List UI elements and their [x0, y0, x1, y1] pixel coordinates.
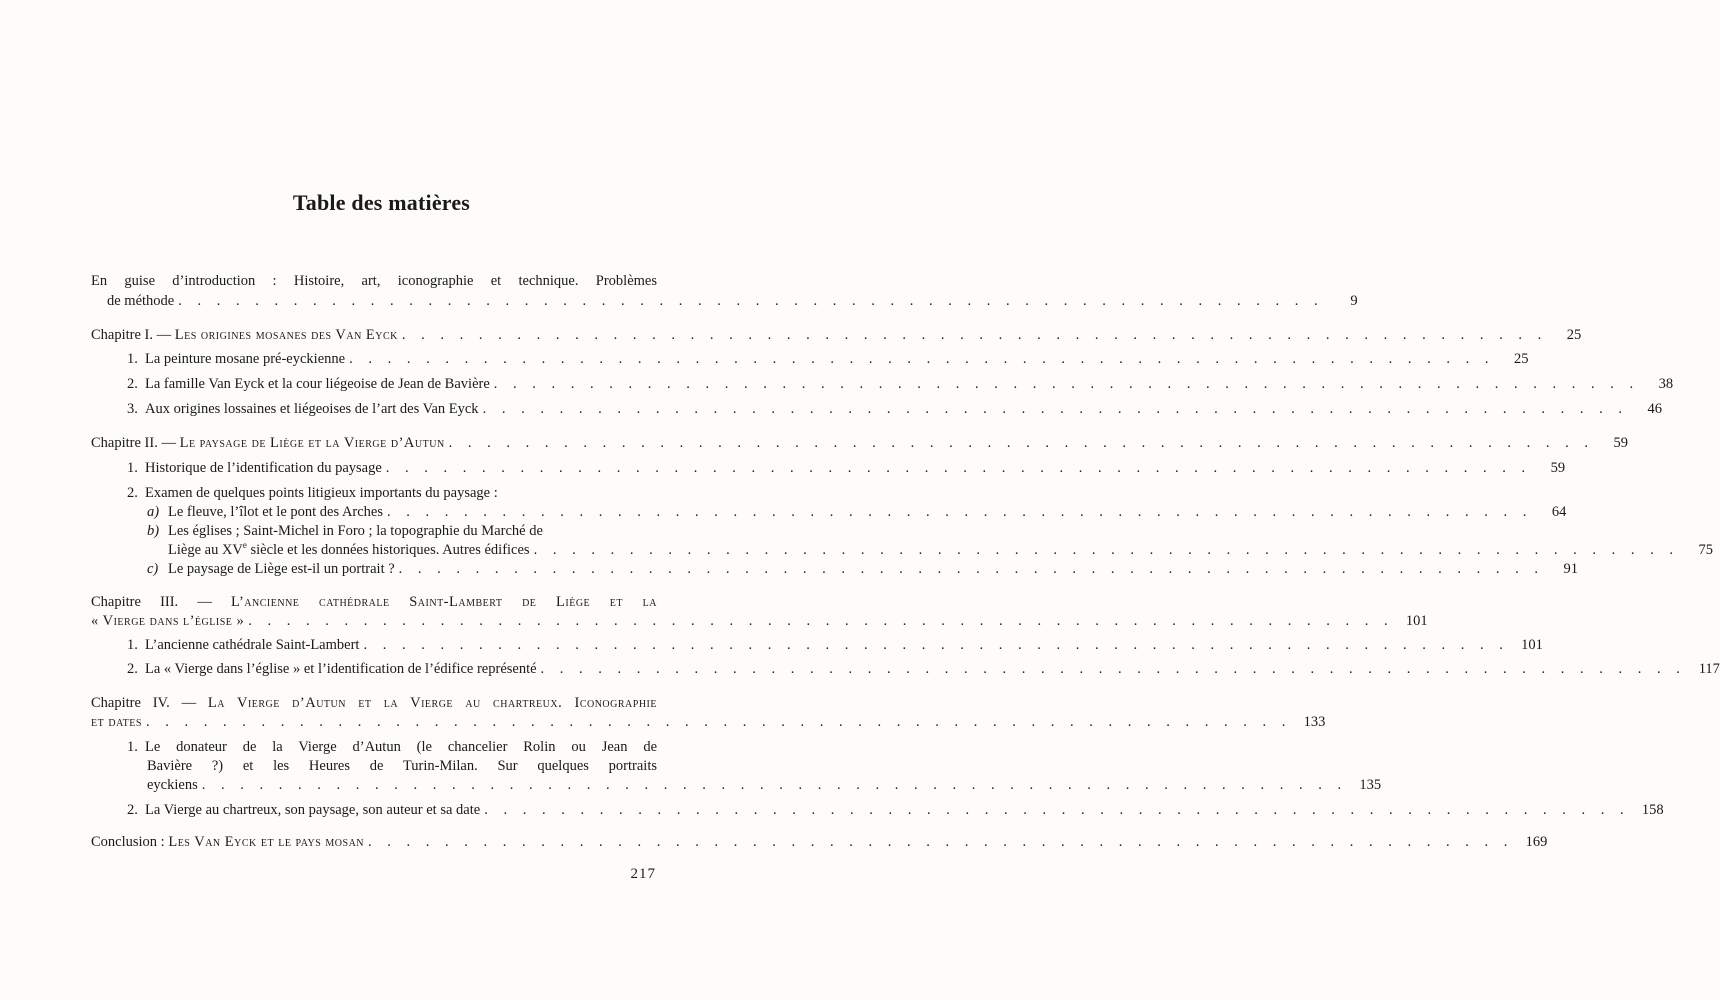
section-title-cont: eyckiens [147, 777, 198, 793]
section-label [127, 458, 382, 478]
page-number: 135 [1359, 777, 1382, 793]
section-number: 1. [127, 637, 138, 653]
toc-chapter-4-line1 [91, 693, 657, 713]
page-number: 169 [1525, 834, 1548, 850]
chapter-title: Les origines mosanes des Van Eyck [174, 327, 398, 343]
leader-dots: . . . . . . . . . . . . . . . . . . . . . . . . . . . . . . . . . . . . . . . . . . . . . . . . . . . . . . . . . . . . [368, 834, 1514, 850]
toc-chapter-3-line2 [91, 611, 1428, 631]
page-number: 158 [1641, 802, 1664, 818]
leader-dots: . . . . . . . . . . . . . . . . . . . . . . . . . . . . . . . . . . . . . . . . . . . . . . . . . . . . . . . . . . . . [398, 561, 1545, 577]
page-number: 25 [1566, 327, 1582, 343]
section-title: Historique de l’identification du paysage [145, 460, 382, 476]
leader-dots: . . . . . . . . . . . . . . . . . . . . . . . . . . . . . . . . . . . . . . . . . . . . . . . . . . . . . . . . . . . . [201, 777, 1348, 793]
section-title: Aux origines lossaines et liégeoises de l’art des Van Eyck [145, 401, 479, 417]
chapter-label [91, 325, 398, 345]
page-number: 38 [1658, 376, 1674, 392]
toc-section-4-1-line3 [147, 775, 1382, 795]
chapter-prefix: Chapitre IV. — [91, 695, 208, 711]
leader-dots: . . . . . . . . . . . . . . . . . . . . . . . . . . . . . . . . . . . . . . . . . . . . . . . . . . . . . . . . . . . . [178, 293, 1324, 309]
section-label [127, 737, 657, 757]
leader-dots: . . . . . . . . . . . . . . . . . . . . . . . . . . . . . . . . . . . . . . . . . . . . . . . . . . . . . . . . . . . . [248, 613, 1394, 629]
subsection-label [147, 559, 395, 579]
page-number: 25 [1513, 351, 1529, 367]
leader-dots: . . . . . . . . . . . . . . . . . . . . . . . . . . . . . . . . . . . . . . . . . . . . . . . . . . . . . . . . . . . . [540, 661, 1686, 677]
toc-chapter-1 [91, 325, 1582, 345]
toc-section-4-1-line2 [147, 756, 657, 776]
subsection-title: Les églises ; Saint-Michel in Foro ; la topographie du Marché de [168, 523, 543, 539]
section-title: Le donateur de la Vierge d’Autun (le chancelier Rolin ou Jean de [145, 739, 657, 755]
section-number: 1. [127, 460, 138, 476]
toc-section-1-1 [127, 349, 1529, 369]
section-number: 2. [127, 485, 138, 501]
leader-dots: . . . . . . . . . . . . . . . . . . . . . . . . . . . . . . . . . . . . . . . . . . . . . . . . . . . . . . . . . . . . [401, 327, 1548, 343]
section-title: L’ancienne cathédrale Saint-Lambert [145, 637, 360, 653]
leader-dots: . . . . . . . . . . . . . . . . . . . . . . . . . . . . . . . . . . . . . . . . . . . . . . . . . . . . . . . . . . . . [448, 435, 1595, 451]
conclusion-prefix: Conclusion : [91, 834, 169, 850]
section-number: 2. [127, 661, 138, 677]
page-number: 46 [1647, 401, 1662, 417]
section-title: La « Vierge dans l’église » et l’identification de l’édifice représenté [145, 661, 537, 677]
toc-subsection-2-2-b-cont [168, 540, 1713, 560]
chapter-prefix: Chapitre II. — [91, 435, 180, 451]
page-number: 133 [1303, 714, 1326, 730]
conclusion-title: Les Van Eyck et le pays mosan [168, 834, 365, 850]
leader-dots: . . . . . . . . . . . . . . . . . . . . . . . . . . . . . . . . . . . . . . . . . . . . . . . . . . . . . . . . . . . . [484, 802, 1630, 818]
section-label [127, 800, 480, 820]
page-number: 9 [1350, 293, 1358, 309]
leader-dots: . . . . . . . . . . . . . . . . . . . . . . . . . . . . . . . . . . . . . . . . . . . . . . . . . . . . . . . . . . . . [533, 542, 1679, 558]
page-number: 117 [1698, 661, 1720, 677]
toc-intro-text-cont: de méthode [107, 293, 175, 309]
section-title: La famille Van Eyck et la cour liégeoise de Jean de Bavière [145, 376, 490, 392]
section-title: Examen de quelques points litigieux importants du paysage : [145, 485, 498, 501]
subsection-marker: c) [147, 561, 159, 577]
toc-section-1-2 [127, 374, 1674, 394]
leader-dots: . . . . . . . . . . . . . . . . . . . . . . . . . . . . . . . . . . . . . . . . . . . . . . . . . . . . . . . . . . . . [387, 504, 1533, 520]
conclusion-label [91, 832, 364, 852]
section-label [127, 483, 498, 503]
page-number: 64 [1551, 504, 1567, 520]
chapter-title: La Vierge d’Autun et la Vierge au chartreux. Iconographie [207, 695, 657, 711]
chapter-label [91, 433, 445, 453]
section-number: 1. [127, 351, 138, 367]
subsection-title-cont [168, 540, 530, 560]
section-number: 2. [127, 802, 138, 818]
toc-conclusion [91, 832, 1548, 852]
chapter-label [91, 592, 657, 612]
toc-section-2-2 [127, 483, 657, 503]
subsection-label [147, 521, 543, 541]
leader-dots: . . . . . . . . . . . . . . . . . . . . . . . . . . . . . . . . . . . . . . . . . . . . . . . . . . . . . . . . . . . . [349, 351, 1495, 367]
toc-subsection-2-2-a [147, 502, 1567, 522]
chapter-title: L’ancienne cathédrale Saint-Lambert de Liège et la [230, 594, 657, 610]
leader-dots: . . . . . . . . . . . . . . . . . . . . . . . . . . . . . . . . . . . . . . . . . . . . . . . . . . . . . . . . . . . . [363, 637, 1509, 653]
page-number: 101 [1521, 637, 1543, 653]
toc-intro-line2 [107, 291, 1358, 311]
superscript: e [242, 540, 247, 551]
toc-section-3-1 [127, 635, 1543, 655]
toc-section-4-2 [127, 800, 1664, 820]
section-label [127, 349, 345, 369]
leader-dots: . . . . . . . . . . . . . . . . . . . . . . . . . . . . . . . . . . . . . . . . . . . . . . . . . . . . . . . . . . . . [482, 401, 1628, 417]
chapter-title-cont: et dates [91, 714, 142, 730]
section-label [127, 659, 537, 679]
page-title: Table des matières [292, 190, 471, 215]
chapter-prefix: Chapitre I. — [91, 327, 175, 343]
folio-page-number: 217 [630, 866, 656, 882]
page-number: 75 [1698, 542, 1713, 558]
page-number: 59 [1550, 460, 1566, 476]
leader-dots: . . . . . . . . . . . . . . . . . . . . . . . . . . . . . . . . . . . . . . . . . . . . . . . . . . . . . . . . . . . . [145, 714, 1292, 730]
section-label [127, 635, 359, 655]
section-number: 1. [127, 739, 138, 755]
chapter-title: Le paysage de Liège et la Vierge d’Autun [179, 435, 445, 451]
toc-chapter-4-line2 [91, 712, 1326, 732]
toc-chapter-2 [91, 433, 1629, 453]
toc-section-1-3 [127, 399, 1662, 419]
subsection-marker: b) [147, 523, 160, 539]
toc-subsection-2-2-c [147, 559, 1579, 579]
chapter-label [91, 693, 657, 713]
section-title: La Vierge au chartreux, son paysage, son auteur et sa date [145, 802, 481, 818]
toc-chapter-3-line1 [91, 592, 657, 612]
leader-dots: . . . . . . . . . . . . . . . . . . . . . . . . . . . . . . . . . . . . . . . . . . . . . . . . . . . . . . . . . . . . [385, 460, 1532, 476]
toc-section-3-2 [127, 659, 1720, 679]
section-label [127, 374, 490, 394]
toc-section-2-1 [127, 458, 1566, 478]
chapter-prefix: Chapitre III. — [91, 594, 231, 610]
section-number: 3. [127, 401, 138, 417]
page-number: 59 [1613, 435, 1629, 451]
section-label [127, 399, 479, 419]
chapter-title-cont: « Vierge dans l’église » [91, 613, 245, 629]
subsection-title: Le paysage de Liège est-il un portrait ? [168, 561, 395, 577]
page-number: 101 [1405, 613, 1428, 629]
leader-dots: . . . . . . . . . . . . . . . . . . . . . . . . . . . . . . . . . . . . . . . . . . . . . . . . . . . . . . . . . . . . [493, 376, 1640, 392]
section-title-cont: Bavière ?) et les Heures de Turin-Milan. Sur quelques portraits [147, 758, 657, 774]
page-number: 91 [1563, 561, 1579, 577]
section-number: 2. [127, 376, 138, 392]
toc-intro-text: En guise d’introduction : Histoire, art, iconographie et technique. Problèmes [91, 273, 657, 289]
toc-subsection-2-2-b [147, 521, 657, 541]
subsection-text: siècle et les données historiques. Autres édifices [246, 542, 530, 558]
subsection-text: Liège au XV [168, 542, 243, 558]
toc-section-4-1-line1 [127, 737, 657, 757]
subsection-title: Le fleuve, l’îlot et le pont des Arches [168, 504, 384, 520]
section-title: La peinture mosane pré-eyckienne [145, 351, 346, 367]
subsection-label [147, 502, 383, 522]
subsection-marker: a) [147, 504, 160, 520]
toc-intro-line1 [91, 271, 657, 291]
